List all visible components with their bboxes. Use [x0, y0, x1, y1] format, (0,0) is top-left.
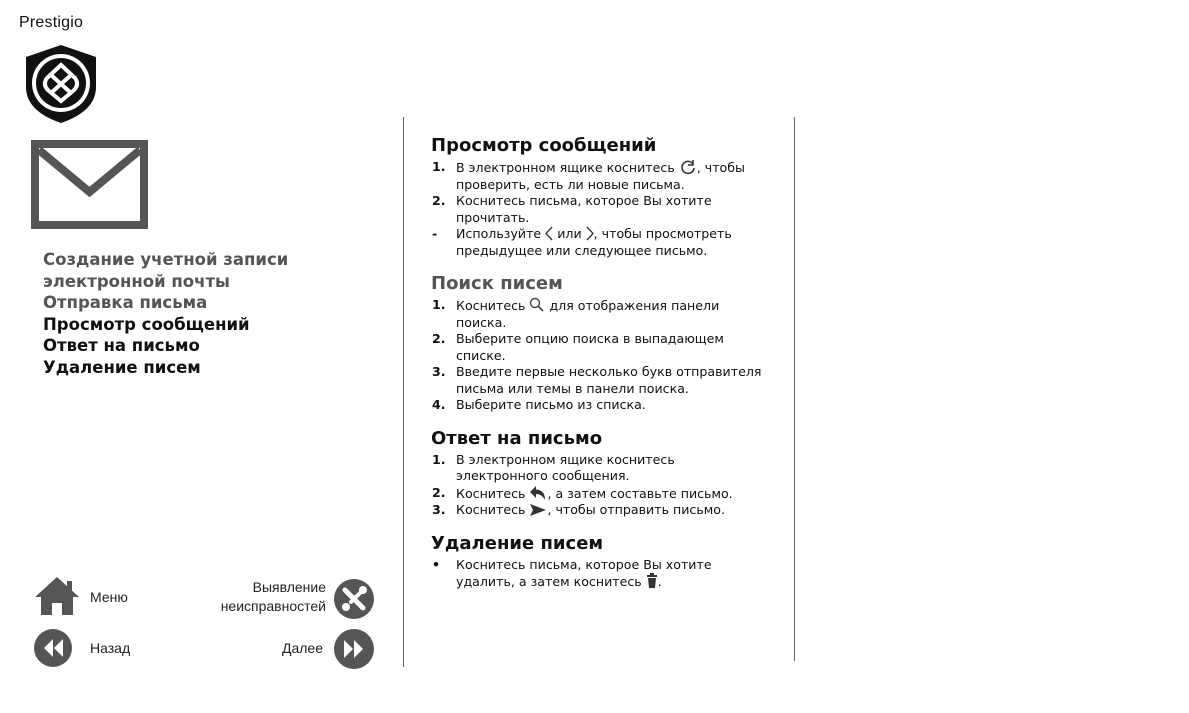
chevron-left-icon [545, 226, 553, 241]
toc-item-create-account[interactable]: Создание учетной записи [43, 250, 289, 269]
right-divider [794, 117, 795, 661]
list-item: 1. В электронном ящике коснитесь электронного сообщения. [432, 451, 675, 483]
section-title: Ответ на письмо [431, 427, 603, 449]
section-delete [431, 533, 791, 591]
back-icon[interactable] [33, 628, 73, 668]
next-icon[interactable] [333, 628, 375, 670]
toc-item-send-mail[interactable]: Отправка письма [43, 293, 208, 312]
send-icon [529, 503, 547, 517]
list-item: 4. Выберите письмо из списка. [432, 397, 646, 412]
refresh-icon [679, 159, 697, 175]
back-link[interactable]: Назад [90, 640, 131, 656]
list-item: 1. В электронном ящике коснитесь , чтобы проверить, есть ли новые письма. [432, 159, 745, 192]
section-title: Удаление писем [431, 532, 604, 554]
troubleshooting-label-line2: неисправностей [220, 598, 326, 614]
section-title: Поиск писем [431, 273, 563, 294]
home-icon[interactable] [33, 575, 81, 617]
troubleshooting-label-line1: Выявление [252, 579, 326, 595]
list-item: - Используйте или , чтобы просмотреть предыдущее или следующее письмо. [432, 226, 732, 258]
section-view-messages [431, 135, 791, 259]
toc-item-reply[interactable]: Ответ на письмо [43, 336, 200, 355]
list-item: 1. Коснитесь для отображения панели поиска. [432, 297, 720, 330]
reply-arrow-icon [529, 485, 547, 501]
tools-icon[interactable] [333, 578, 375, 620]
email-envelope-icon [31, 140, 148, 229]
list-item: 2. Коснитесь письма, которое Вы хотите прочитать. [432, 193, 712, 225]
next-link[interactable]: Далее [282, 640, 324, 656]
main-content [431, 135, 791, 605]
list-item: 2. Выберите опцию поиска в выпадающем списке. [432, 331, 724, 363]
chevron-right-icon [586, 226, 594, 241]
brand-name: Prestigio [19, 14, 84, 31]
troubleshooting-link[interactable] [213, 578, 326, 616]
section-reply [431, 428, 791, 519]
search-icon [529, 297, 545, 313]
list-item: 3. Коснитесь , чтобы отправить письмо. [432, 502, 725, 517]
list-item: • Коснитесь письма, которое Вы хотите удалить, а затем коснитесь . [432, 556, 712, 589]
prestigio-logo-icon [20, 43, 102, 125]
toc-item-view-messages[interactable]: Просмотр сообщений [43, 314, 250, 334]
list-item: 3. Введите первые несколько букв отправителя письма или темы в панели поиска. [432, 364, 762, 396]
menu-link[interactable]: Меню [90, 589, 128, 605]
section-search [431, 273, 791, 414]
section-title: Просмотр сообщений [431, 135, 657, 156]
toc-item-create-account-cont[interactable]: электронной почты [43, 271, 230, 291]
left-divider [403, 117, 404, 667]
list-item: 2. Коснитесь , а затем составьте письмо. [432, 484, 733, 501]
trash-icon [646, 573, 658, 589]
toc-item-delete[interactable]: Удаление писем [43, 357, 201, 377]
table-of-contents [43, 249, 288, 378]
